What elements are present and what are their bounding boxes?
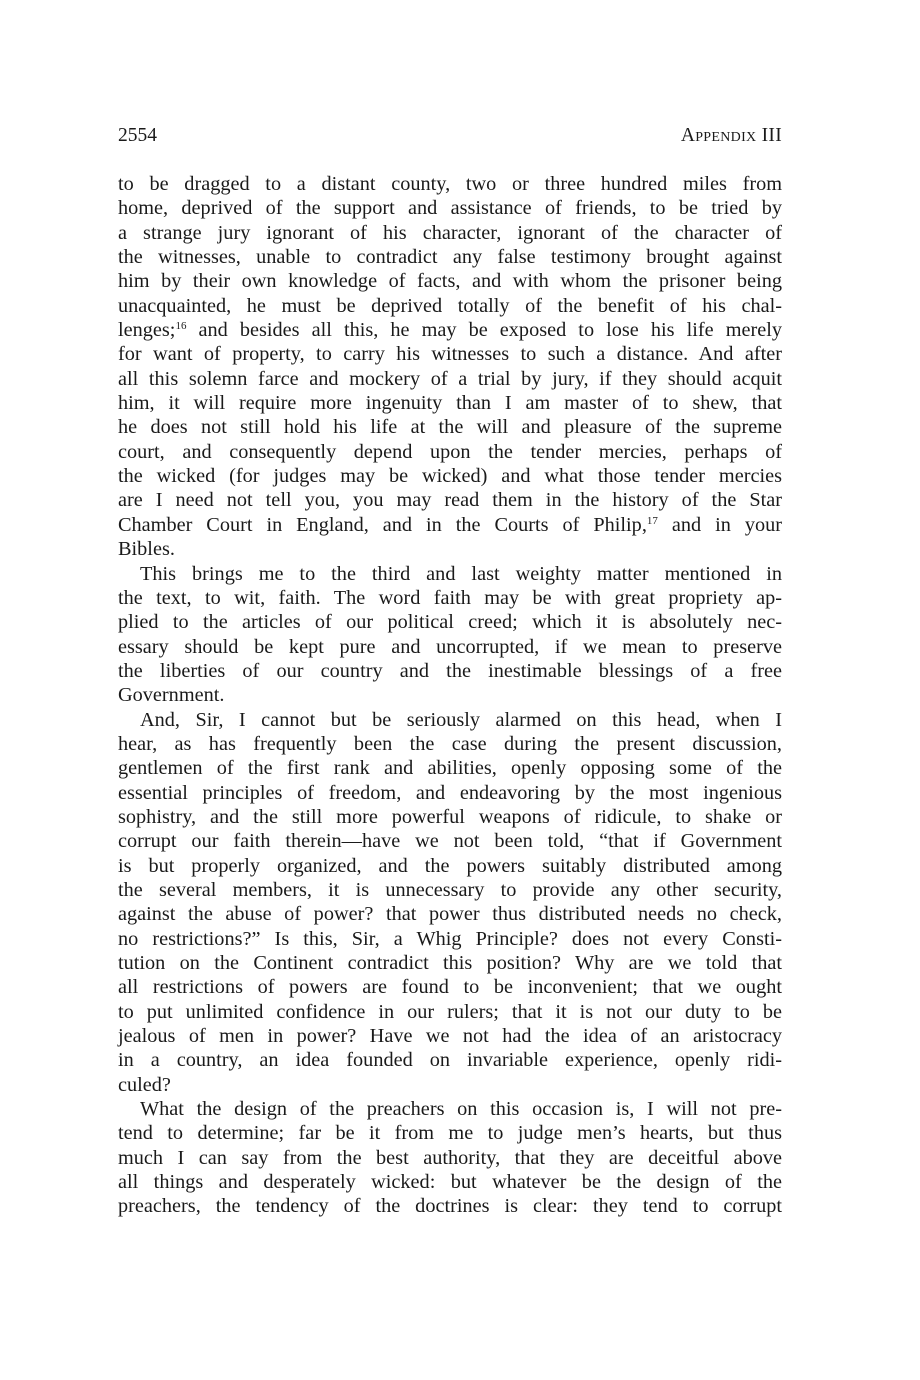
paragraph-1 (118, 172, 782, 562)
paragraph-3 (118, 708, 782, 1098)
text-line: tution on the Continent contradict this position? Why are we told that (118, 952, 782, 974)
text-line: corrupt our faith therein—have we not been told, “that if Government (118, 830, 782, 853)
text-line: a strange jury ignorant of his character, ignorant of the character of (118, 221, 782, 244)
section-title: Appendix III (680, 125, 782, 146)
text-line: him, it will require more ingenuity than I am master of to shew, that (118, 392, 782, 415)
text-line: plied to the articles of our political creed; which it is absolutely nec- (118, 611, 782, 634)
text-line: the witnesses, unable to contradict any false testimony brought against (118, 246, 782, 269)
text-line (118, 318, 782, 342)
text-line: him by their own knowledge of facts, and with whom the prisoner being (118, 270, 782, 293)
text-line: sophistry, and the still more powerful weapons of ridicule, to shake or (118, 805, 782, 828)
paragraph-4 (118, 1097, 782, 1219)
text-line: are I need not tell you, you may read them in the history of the Star (118, 489, 782, 512)
text-line: This brings me to the third and last weighty matter mentioned in (140, 562, 782, 585)
text-line: is but properly organized, and the powers suitably distributed among (118, 854, 782, 877)
text-line: court, and consequently depend upon the tender mercies, perhaps of (118, 440, 782, 463)
text-line: much I can say from the best authority, that they are deceitful above (118, 1146, 782, 1169)
text-line: home, deprived of the support and assistance of friends, to be tried by (118, 197, 782, 220)
running-head (118, 122, 782, 150)
text-line: against the abuse of power? that power thus distributed needs no check, (118, 903, 782, 926)
text-line: hear, as has frequently been the case during the present discussion, (118, 732, 782, 755)
text-line: no restrictions?” Is this, Sir, a Whig Principle? does not every Consti- (118, 927, 782, 950)
text-line: the liberties of our country and the inestimable blessings of a free (118, 659, 782, 682)
text-line: unacquainted, he must be deprived totally of the benefit of his chal- (118, 294, 782, 317)
text-fragment: Chamber Court in England, and in the Courts of Philip, (118, 513, 647, 536)
text-line: essary should be kept pure and uncorrupted, if we mean to preserve (118, 635, 782, 658)
body-text (118, 172, 782, 1219)
text-line: And, Sir, I cannot but be seriously alarmed on this head, when I (140, 708, 782, 731)
text-line: all restrictions of powers are found to be inconvenient; that we ought (118, 976, 782, 999)
text-fragment: and besides all this, he may be exposed to lose his life merely (186, 319, 782, 342)
text-line: to be dragged to a distant county, two or three hundred miles from (118, 173, 782, 195)
text-line: the several members, it is unnecessary to provide any other security, (118, 878, 782, 901)
text-line: What the design of the preachers on this occasion is, I will not pre- (140, 1098, 782, 1121)
text-line: preachers, the tendency of the doctrines is clear: they tend to corrupt (118, 1195, 782, 1218)
text-line: tend to determine; far be it from me to judge men’s hearts, but thus (118, 1122, 782, 1145)
text-fragment: and in your (657, 513, 782, 536)
text-line: in a country, an idea founded on invariable experience, openly ridi- (118, 1049, 782, 1072)
text-line: all this solemn farce and mockery of a trial by jury, if they should acquit (118, 367, 782, 390)
page-number: 2554 (118, 125, 157, 146)
footnote-ref-17: 17 (646, 514, 658, 527)
text-line: gentlemen of the first rank and abilities, openly opposing some of the (118, 757, 782, 780)
text-line: essential principles of freedom, and endeavoring by the most ingenious (118, 781, 782, 804)
text-line: culed? (118, 1073, 171, 1096)
text-line: for want of property, to carry his witnesses to such a distance. And after (118, 343, 782, 366)
text-line: he does not still hold his life at the will and pleasure of the supreme (118, 416, 782, 439)
paragraph-2 (118, 562, 782, 708)
footnote-ref-16: 16 (175, 320, 187, 333)
text-line: to put unlimited confidence in our rulers; that it is not our duty to be (118, 1000, 782, 1023)
text-line: Government. (118, 684, 225, 707)
text-line: the text, to wit, faith. The word faith may be with great propriety ap- (118, 586, 782, 609)
text-fragment: lenges; (118, 319, 176, 342)
text-line: all things and desperately wicked: but whatever be the design of the (118, 1171, 782, 1194)
text-line: jealous of men in power? Have we not had the idea of an aristocracy (118, 1025, 782, 1048)
text-line: Bibles. (118, 538, 175, 561)
text-line: the wicked (for judges may be wicked) and what those tender mercies (118, 465, 782, 488)
text-line (118, 513, 782, 537)
